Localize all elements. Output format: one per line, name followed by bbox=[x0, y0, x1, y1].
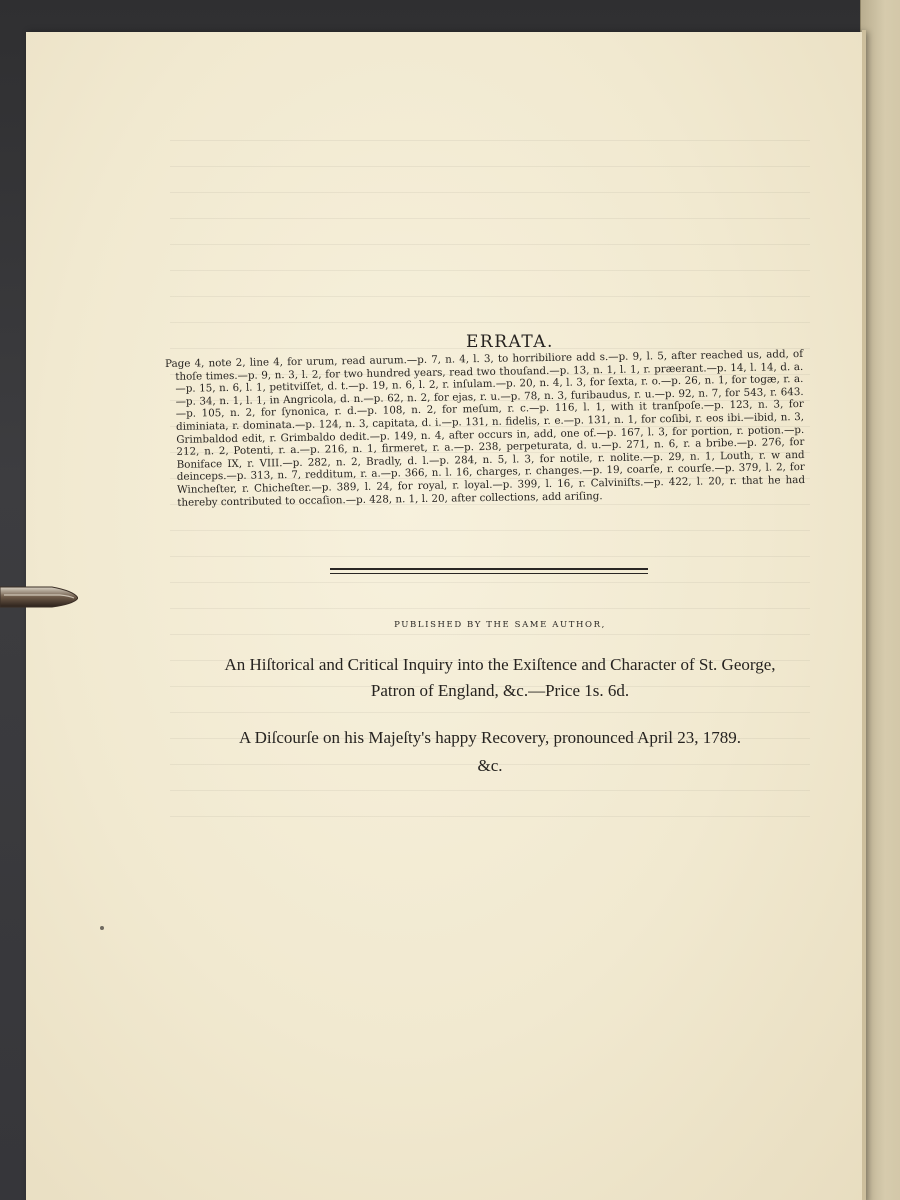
published-heading: PUBLISHED BY THE SAME AUTHOR, bbox=[394, 620, 606, 630]
book-title-line: An Hiſtorical and Critical Inquiry into the Exiſtence and Character of St. George, bbox=[224, 655, 776, 674]
errata-title: ERRATA. bbox=[466, 332, 554, 352]
following-page-edge bbox=[860, 0, 900, 1200]
bookmark-clip-icon bbox=[0, 583, 78, 609]
double-rule-divider bbox=[330, 568, 648, 574]
book-page bbox=[26, 32, 866, 1200]
page-hole bbox=[100, 926, 104, 930]
book-listing-discourse bbox=[140, 724, 840, 780]
book-etc-line: &c. bbox=[477, 756, 503, 775]
page-fore-edge bbox=[862, 30, 866, 1200]
book-title-line: A Diſcourſe on his Majeſty's happy Recovery, pronounced April 23, 1789. bbox=[239, 728, 741, 747]
errata-section bbox=[150, 300, 810, 509]
rule-thick bbox=[330, 568, 648, 570]
book-listing-st-george bbox=[150, 652, 850, 704]
rule-thin bbox=[330, 573, 648, 574]
errata-text: Page 4, note 2, line 4, for urum, read aurum.—p. 7, n. 4, l. 3, to horribiliore add s.—p. 9, l. 5, after reached us, add, of thoſe times.—p. 9, n. 3, l. 2, for two hundred years, read two thouſand.—p. 13, n. 1, l. 1, r. præerant.—p. 14, l. 14, d. a.—p. 15, n. 6, l. 1, petitviſſet, d. t.—p. 19, n. 6, l. 2, r. inſulam.—p. 20, n. 4, l. 3, for ſexta, r. o.—p. 26, n. 1, for togæ, r. a.—p. 34, n. 1, l. 1, in Angricola, d. n.—p. 62, n. 2, for ejas, r. u.—p. 78, n. 3, furibaudus, r. u.—p. 92, n. 7, for 543, r. 643.—p. 105, n. 2, for ſynonica, r. d.—p. 108, n. 2, for meſum, r. c.—p. 116, l. 1, with it tranſpoſe.—p. 123, n. 3, for diminiata, r. dominata.—p. 124, n. 3, capitata, d. i.—p. 131, n. fidelis, r. e.—p. 131, n. 1, for coſibi, r. eos ibi.—ibid, n. 3, Grimbaldod edit, r. Grimbaldo dedit.—p. 149, n. 4, after occurs in, add, one of.—p. 167, l. 3, for portion, r. potion.—p. 212, n. 2, Potenti, r. a.—p. 216, n. 1, firmeret, r. a.—p. 238, perpeturata, d. u.—p. 271, n. 6, r. a bribe.—p. 276, for Boniface IX, r. VIII.—p. 282, n. 2, Bradly, d. l.—p. 284, n. 5, l. 3, for notile, r. nolite.—p. 29, n. 1, Louth, r. w and deinceps.—p. 313, n. 7, redditum, r. a.—p. 366, n. l. 16, charges, r. changes.—p. 19, coarſe, r. courſe.—p. 379, l. 2, for Wincheſter, r. Chicheſter.—p. 389, l. 24, for royal, r. loyal.—p. 399, l. 16, r. Calviniſts.—p. 422, l. 20, r. that he had thereby contributed to occaſion.—p. 428, n. 1, l. 20, after collections, add ariſing. bbox=[165, 347, 806, 509]
book-price-line: Patron of England, &c.—Price 1s. 6d. bbox=[370, 681, 630, 700]
